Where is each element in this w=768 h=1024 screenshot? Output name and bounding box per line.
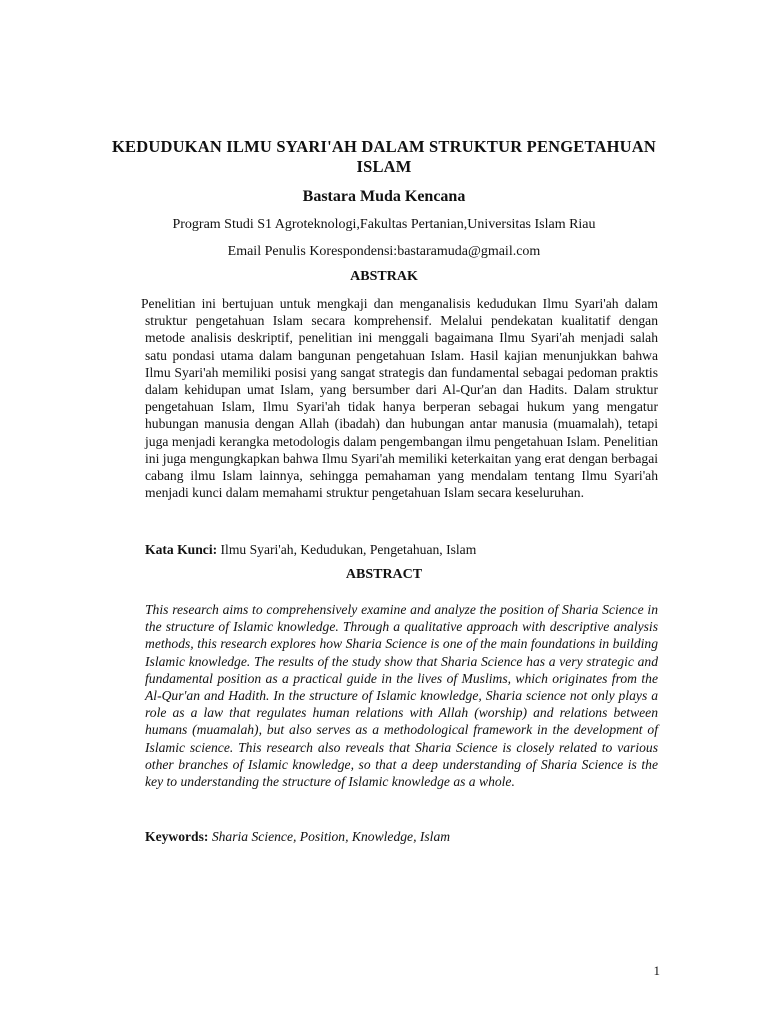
keywords-label: Keywords: <box>145 829 209 844</box>
author-name: Bastara Muda Kencana <box>302 188 466 205</box>
kata-kunci-label: Kata Kunci: <box>145 542 218 557</box>
kata-kunci-values: Ilmu Syari'ah, Kedudukan, Pengetahuan, Islam <box>217 542 477 557</box>
page-number: 1 <box>653 963 660 978</box>
author-affiliation: Program Studi S1 Agroteknologi,Fakultas Pertanian,Universitas Islam Riau <box>172 217 596 232</box>
abstract-body: This research aims to comprehensively examine and analyze the position of Sharia Science in the structure of Islamic knowledge. Through a qualitative approach with descriptive analysis methods, this research explores how Sharia Science is one of the main foundations in building Islamic knowledge. The results of the study show that Sharia Science has a very strategic and fundamental position as a practical guide in the lives of Muslims, which originates from the Al-Qur'an and Hadith. In the structure of Islamic knowledge, Sharia science not only plays a role as a law that regulates human relations with Allah (worship) and relations between humans (muamalah), but also serves as a methodological framework in the development of Islamic science. This research also reveals that Sharia Science is closely related to various other branches of Islamic knowledge, so that a deep understanding of Sharia Science is the key to understanding the structure of Islamic knowledge as a whole. <box>145 602 658 790</box>
abstrak-heading: ABSTRAK <box>350 269 418 284</box>
abstrak-body: Penelitian ini bertujuan untuk mengkaji dan menganalisis kedudukan Ilmu Syari'ah dalam struktur pengetahuan Islam secara komprehensif. Melalui pendekatan kualitatif dengan metode analisis deskriptif, penelitian ini menggali bagaimana Ilmu Syari'ah menjadi salah satu pondasi utama dalam bangunan pengetahuan Islam. Hasil kajian menunjukkan bahwa Ilmu Syari'ah memiliki posisi yang sangat strategis dan fundamental sebagai pedoman praktis dalam kehidupan umat Islam, yang bersumber dari Al-Qur'an dan Hadits. Dalam struktur pengetahuan Islam, Ilmu Syari'ah tidak hanya berperan sebagai hukum yang mengatur hubungan manusia dengan Allah (ibadah) dan hubungan antar manusia (muamalah), tetapi juga menjadi kerangka metodologis dalam pengembangan ilmu pengetahuan Islam. Penelitian ini juga mengungkapkan bahwa Ilmu Syari'ah memiliki keterkaitan yang erat dengan berbagai cabang ilmu Islam lainnya, sehingga pemahaman yang mendalam tentang Ilmu Syari'ah menjadi kunci dalam memahami struktur pengetahuan Islam secara keseluruhan. <box>141 296 658 501</box>
correspondence-email: Email Penulis Korespondensi:bastaramuda@gmail.com <box>227 244 541 259</box>
paper-title: KEDUDUKAN ILMU SYARI'AH DALAM STRUKTUR PENGETAHUAN ISLAM <box>111 137 656 176</box>
keywords-values: Sharia Science, Position, Knowledge, Islam <box>208 829 451 844</box>
keywords-line <box>145 828 658 846</box>
kata-kunci-line <box>145 541 658 559</box>
abstract-heading: ABSTRACT <box>345 567 423 582</box>
